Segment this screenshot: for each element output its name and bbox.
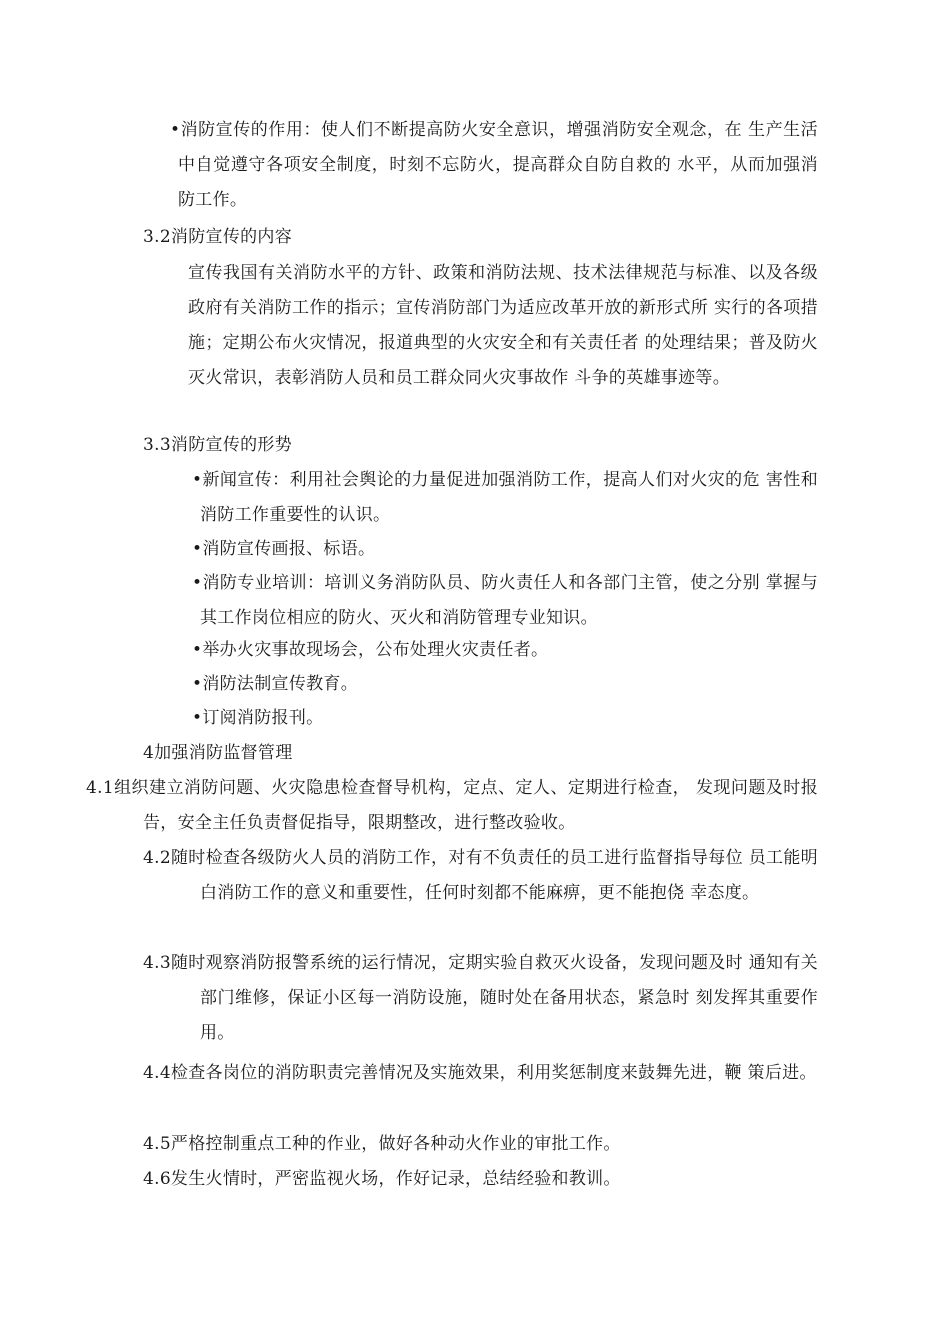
s33-bullet-posters: •消防宣传画报、标语。 — [192, 539, 376, 559]
s33-bullet-meeting: •举办火灾事故现场会，公布处理火灾责任者。 — [192, 640, 549, 660]
s4-item-4: 4.4检查各岗位的消防职责完善情况及实施效果，利用奖惩制度来鼓舞先进，鞭 策后进。 — [143, 1063, 817, 1083]
s33-bullet-training: •消防专业培训：培训义务消防队员、防火责任人和各部门主管，使之分别 掌握与其工作岗位相应的防火、灭火和消防管理专业知识。 — [192, 573, 818, 628]
s4-item-1: 4.1组织建立消防问题、火灾隐患检查督导机构，定点、定人、定期进行检查， 发现问题及时报告，安全主任负责督促指导，限期整改，进行整改验收。 — [86, 778, 818, 833]
s4-item-2: 4.2随时检查各级防火人员的消防工作，对有不负责任的员工进行监督指导每位 员工能明白消防工作的意义和重要性，任何时刻都不能麻痹，更不能抱侥 幸态度。 — [143, 848, 818, 903]
section-3-3-heading: 3.3消防宣传的形势 — [143, 435, 293, 455]
s4-item-6: 4.6发生火情时，严密监视火场，作好记录，总结经验和教训。 — [143, 1169, 621, 1189]
s33-bullet-subscribe: •订阅消防报刊。 — [192, 708, 324, 728]
intro-bullet: •消防宣传的作用：使人们不断提高防火安全意识，增强消防安全观念，在 生产生活中自觉遵守各项安全制度，时刻不忘防火，提高群众自防自救的 水平，从而加强消防工作。 — [170, 120, 818, 210]
section-4-heading: 4加强消防监督管理 — [143, 743, 293, 763]
s33-bullet-news: •新闻宣传：利用社会舆论的力量促进加强消防工作，提高人们对火灾的危 害性和消防工作重要性的认识。 — [192, 470, 818, 525]
s33-bullet-law: •消防法制宣传教育。 — [192, 674, 359, 694]
s4-item-3: 4.3随时观察消防报警系统的运行情况，定期实验自救灭火设备，发现问题及时 通知有关部门维修，保证小区每一消防设施，随时处在备用状态，紧急时 刻发挥其重要作用。 — [143, 953, 818, 1043]
section-3-2-heading: 3.2消防宣传的内容 — [143, 227, 293, 247]
section-3-2-body: 宣传我国有关消防水平的方针、政策和消防法规、技术法律规范与标准、以及各级政府有关消防工作的指示；宣传消防部门为适应改革开放的新形式所 实行的各项措施；定期公布火灾情况，报道典型的火灾安全和有关责任者 的处理结果；普及防火灭火常识，表彰消防人员和员工群众同火灾事故作 斗争的英雄事迹等。 — [188, 263, 818, 388]
s4-item-5: 4.5严格控制重点工种的作业，做好各种动火作业的审批工作。 — [143, 1134, 621, 1154]
